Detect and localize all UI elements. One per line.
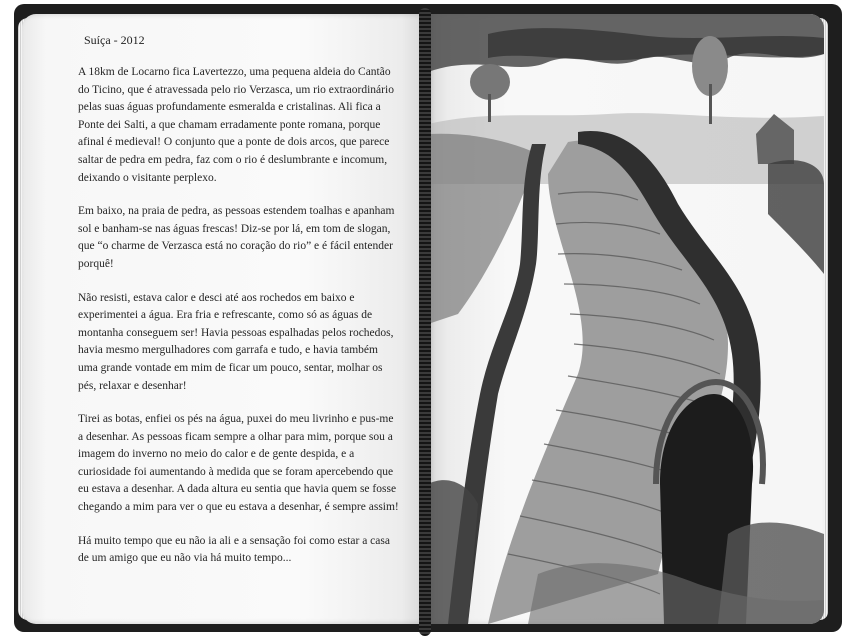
- paragraph-2: Em baixo, na praia de pedra, as pessoas estendem toalhas e apanham sol e banham-se nas águas frescas! Diz-se por lá, em tom de slogan, que “o charme de Verzasca está no coração do rio” e é fácil entender porquê!: [78, 205, 395, 270]
- journal-text: [78, 64, 400, 584]
- paragraph-1: A 18km de Locarno fica Lavertezzo, uma pequena aldeia do Cantão do Ticino, que é atravessada pelo rio Verzasca, um rio extraordinário pelas suas águas profundamente esmeralda e cristalinas. Ali fica a Ponte dei Salti, a que chamam erradamente ponte romana, porque afinal é medieval! O conjunto que a ponte de dois arcos, que parece saltar de pedra em pedra, faz com o rio é deslumbrante e incomum, deixando o visitante perplexo.: [78, 66, 394, 184]
- bridge-sketch: [428, 14, 824, 624]
- bookmark-ribbon: [419, 8, 431, 636]
- paragraph-4: Tirei as botas, enfiei os pés na água, puxei do meu livrinho e pus-me a desenhar. As pessoas ficam sempre a olhar para mim, porque sou a imagem do inverno no meio do calor e de gente despida, e a curiosidade foi aumentando à medida que se foram apercebendo que eu estava a desenhar. A dada altura eu sentia que havia quem se fosse chegando a mim para ver o que eu estava a desenhar, é sempre assim!: [78, 413, 399, 514]
- paragraph-3: Não resisti, estava calor e desci até aos rochedos em baixo e experimentei a água. Era fria e refrescante, como só as águas de montanha conseguem ser! Havia pessoas espalhadas pelos rochedos, havia mesmo mergulhadores com garrafa e tudo, e havia também uma grande vontade em mim de ficar um pouco, sentar, molhar os pés, relaxar e desenhar!: [78, 291, 394, 392]
- paragraph-5: Há muito tempo que eu não ia ali e a sensação foi como estar a casa de um amigo que eu não via há muito tempo...: [78, 534, 390, 565]
- page-heading: Suíça - 2012: [84, 33, 145, 47]
- right-page: [428, 14, 824, 624]
